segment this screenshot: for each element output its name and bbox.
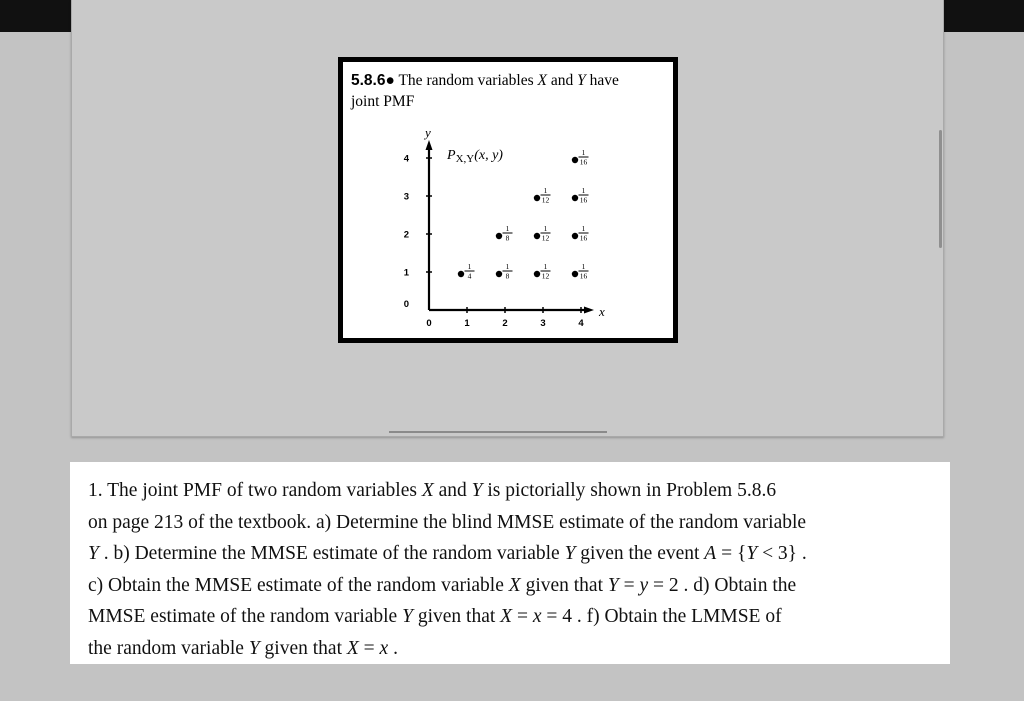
pmf-point-dot [534, 271, 540, 277]
pmf-point [458, 262, 475, 281]
question-text-segment: < 3} . [757, 543, 807, 564]
question-text-segment: given the event [575, 543, 705, 564]
math-variable: A [704, 543, 717, 564]
question-text-segment: = [512, 606, 533, 627]
plot-points [458, 148, 589, 281]
pmf-point-dot [458, 271, 464, 277]
question-text-segment: c) Obtain the MMSE estimate of the random variable [88, 574, 509, 596]
question-text-segment: = [358, 637, 380, 659]
pmf-point [534, 186, 551, 205]
pmf-point [572, 224, 589, 243]
pmf-point-denominator: 16 [579, 195, 588, 205]
question-text-segment: . [388, 637, 398, 659]
math-variable: X [421, 480, 434, 501]
textbook-figure [338, 57, 678, 343]
math-variable: X [346, 637, 359, 659]
y-tick-label: 0 [403, 299, 409, 310]
question-text-segment: = [618, 574, 640, 596]
header-text: The random variables [398, 72, 534, 89]
x-tick-label: 1 [464, 318, 470, 329]
question-line [88, 507, 934, 539]
x-tick-label: 2 [502, 318, 508, 329]
question-text-segment: is pictorially shown in Problem 5.8.6 [482, 480, 777, 501]
pmf-point [572, 148, 589, 167]
pmf-point [572, 262, 589, 281]
math-variable: Y [88, 543, 99, 564]
pmf-point-dot [496, 233, 502, 239]
pmf-point-dot [572, 233, 578, 239]
question-card [70, 462, 950, 664]
question-line [88, 633, 934, 665]
pmf-point-dot [572, 195, 578, 201]
y-axis-arrowhead [426, 140, 433, 150]
math-variable: X [500, 606, 513, 627]
question-line [88, 538, 934, 570]
math-variable: Y [564, 543, 576, 564]
math-variable: Y [248, 637, 260, 659]
header-and: and [550, 72, 574, 89]
y-tick-label: 2 [403, 229, 409, 241]
math-variable: x [379, 637, 389, 659]
math-variable: X [508, 574, 521, 596]
panel-resize-handle[interactable] [389, 431, 607, 433]
math-variable: y [639, 574, 649, 596]
pmf-point-denominator: 16 [579, 157, 588, 167]
pmf-point-numerator: 1 [505, 224, 510, 233]
question-text-segment: given that [412, 606, 501, 627]
question-text [88, 475, 934, 664]
question-line [88, 601, 934, 633]
pmf-point-numerator: 1 [581, 148, 586, 157]
plot-axes [423, 125, 605, 319]
math-variable: Y [746, 543, 758, 564]
math-variable: Y [607, 574, 619, 596]
pmf-point [534, 262, 551, 281]
pmf-point-denominator: 4 [467, 271, 472, 281]
question-text-segment: MMSE estimate of the random variable [88, 606, 403, 627]
pmf-point-numerator: 1 [467, 262, 472, 271]
question-text-segment: = 2 . d) Obtain the [648, 574, 797, 596]
question-text-segment: the random variable [88, 637, 249, 659]
y-axis-label: y [425, 125, 431, 140]
pmf-point-dot [534, 195, 540, 201]
var-x: X [537, 72, 547, 89]
problem-number: 5.8.6 [351, 72, 386, 89]
top-right-dark-bar [944, 0, 1024, 32]
pmf-point-dot [496, 271, 502, 277]
scrollbar-thumb[interactable] [939, 130, 942, 248]
math-variable: Y [402, 606, 413, 627]
pmf-point [572, 186, 589, 205]
var-y: Y [577, 72, 586, 89]
problem-bullet: ● [385, 72, 395, 89]
question-text-segment: on page 213 of the textbook. a) Determine the blind MMSE estimate of the random variable [88, 511, 807, 533]
pmf-point-dot [572, 157, 578, 163]
pmf-point-numerator: 1 [581, 186, 586, 195]
pmf-point-dot [572, 271, 578, 277]
pmf-point-denominator: 8 [505, 271, 510, 281]
pmf-point-denominator: 12 [541, 271, 550, 281]
plot-ticks [404, 154, 585, 330]
question-line [88, 475, 934, 507]
pmf-point-numerator: 1 [543, 224, 548, 233]
question-text-segment: = 4 . f) Obtain the LMMSE of [541, 606, 782, 627]
pmf-point-numerator: 1 [543, 262, 548, 271]
pmf-point-numerator: 1 [581, 224, 586, 233]
pmf-point-dot [534, 233, 540, 239]
pmf-point [496, 262, 513, 281]
question-text-segment: and [433, 480, 472, 501]
question-text-segment: given that [520, 574, 608, 596]
x-axis-label: x [599, 304, 605, 319]
pmf-point-denominator: 16 [579, 233, 588, 243]
y-tick-label: 1 [403, 267, 409, 279]
question-text-segment: . b) Determine the MMSE estimate of the random variable [98, 543, 565, 564]
x-tick-label: 3 [540, 318, 546, 329]
pmf-point-denominator: 8 [505, 233, 510, 243]
question-line [88, 570, 934, 602]
pmf-point-numerator: 1 [581, 262, 586, 271]
pmf-point-numerator: 1 [505, 262, 510, 271]
question-text-segment: 1. The joint PMF of two random variables [88, 480, 422, 501]
question-text-segment: given that [259, 637, 347, 659]
header-have: have [589, 72, 619, 89]
pmf-point-numerator: 1 [543, 186, 548, 195]
y-tick-label: 4 [403, 153, 409, 165]
pmf-point-denominator: 12 [541, 233, 550, 243]
math-variable: Y [471, 480, 483, 501]
pmf-point-denominator: 16 [579, 271, 588, 281]
pmf-point [534, 224, 551, 243]
pmf-point [496, 224, 513, 243]
pmf-plot [343, 62, 673, 338]
header-line2: joint PMF [351, 93, 415, 110]
y-tick-label: 3 [403, 191, 409, 203]
x-axis-arrowhead [584, 307, 594, 314]
question-text-segment: = { [716, 543, 747, 564]
pmf-label: $P_{X,Y}(x$, y) [447, 148, 503, 165]
pmf-point-denominator: 12 [541, 195, 550, 205]
math-variable: x [532, 606, 542, 627]
x-tick-label: 0 [426, 318, 432, 329]
x-tick-label: 4 [578, 318, 584, 329]
top-left-dark-bar [0, 0, 71, 32]
